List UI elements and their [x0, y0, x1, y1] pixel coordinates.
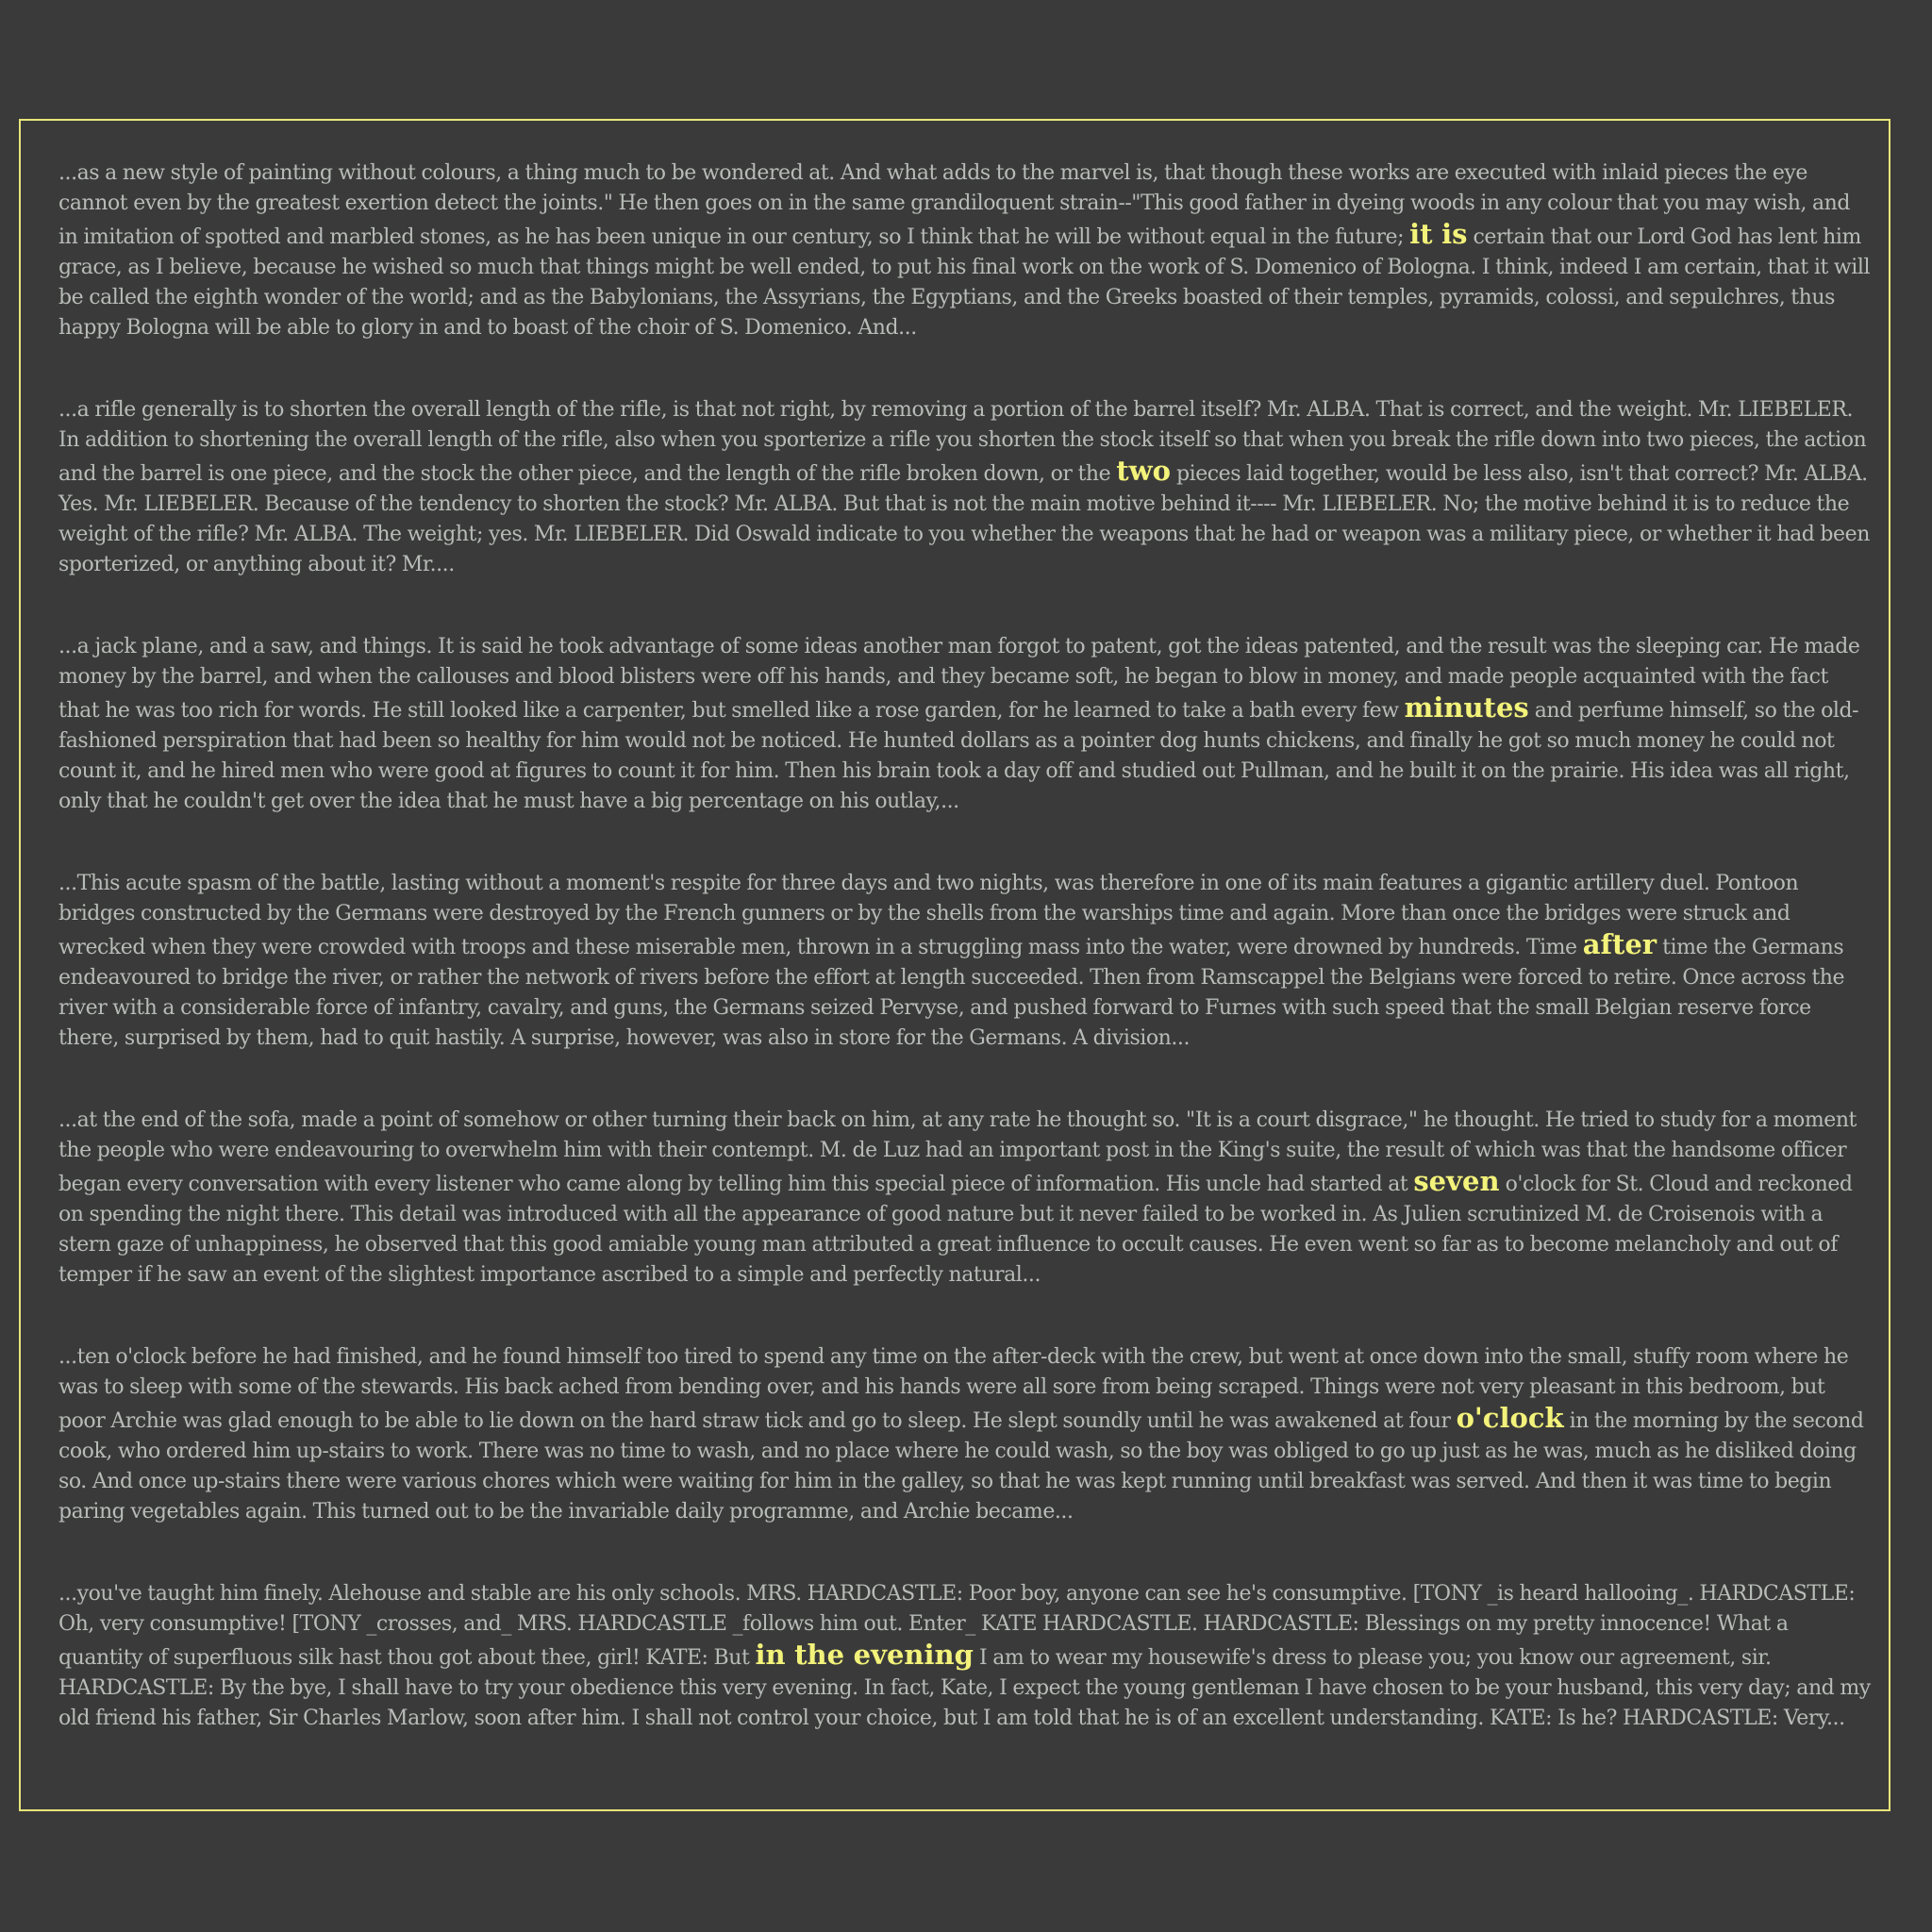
passage	[58, 395, 1874, 580]
passage-text-after: time the Germans endeavoured to bridge the river, or rather the network of rivers before the effort at length succeeded. Then from Ramscappel the Belgians were forced to retire. Once across the river with a considerable force of infantry, cavalry, and guns, the Germans seized Pervyse, and pushed forward to Furnes with such speed that the small Belgian reserve force there, surprised by them, had to quit hastily. A surprise, however, was also in store for the Germans. A division...	[58, 936, 1845, 1050]
passage-text-after: certain that our Lord God has lent him grace, as I believe, because he wished so much that things might be well ended, to put his final work on the work of S. Domenico of Bologna. I think, indeed I am certain, that it will be called the eighth wonder of the world; and as the Babylonians, the Assyrians, the Egyptians, and the Greeks boasted of their temples, pyramids, colossi, and sepulchres, thus happy Bologna will be able to glory in and to boast of the choir of S. Domenico. And...	[58, 225, 1871, 340]
passage-text-after: and perfume himself, so the old-fashioned perspiration that had been so healthy for him would not be noticed. He hunted dollars as a pointer dog hunts chickens, and finally he got so much money he could not count it, and he hired men who were good at figures to count it for him. Then his brain took a day off and studied out Pullman, and he built it on the prairie. His idea was all right, only that he couldn't get over the idea that he must have a big percentage on his outlay,...	[58, 699, 1859, 813]
highlighted-phrase: in the evening	[755, 1639, 974, 1671]
passage-text-before: ...a rifle generally is to shorten the overall length of the rifle, is that not right, by removing a portion of the barrel itself? Mr. ALBA. That is correct, and the weight. Mr. LIEBELER. In addition to shortening the overall length of the rifle, also when you sporterize a rifle you shorten the stock itself so that when you break the rifle down into two pieces, the action and the barrel is one piece, and the stock the other piece, and the length of the rifle broken down, or the	[58, 398, 1867, 486]
passage-list	[58, 158, 1874, 1786]
passage-text-after: pieces laid together, would be less also, isn't that correct? Mr. ALBA. Yes. Mr. LIEBELER. Because of the tendency to shorten the stock? Mr. ALBA. But that is not the main motive behind it---- Mr. LIEBELER. No; the motive behind it is to reduce the weight of the rifle? Mr. ALBA. The weight; yes. Mr. LIEBELER. Did Oswald indicate to you whether the weapons that he had or weapon was a military piece, or whether it had been sporterized, or anything about it? Mr....	[58, 462, 1870, 576]
passage-text-before: ...as a new style of painting without colours, a thing much to be wondered at. And what adds to the marvel is, that though these works are executed with inlaid pieces the eye cannot even by the greatest exertion detect the joints." He then goes on in the same grandiloquent strain--"This good father in dyeing woods in any colour that you may wish, and in imitation of spotted and marbled stones, as he has been unique in our century, so I think that he will be without equal in the future;	[58, 161, 1851, 249]
passage-text-before: ...ten o'clock before he had finished, and he found himself too tired to spend any time on the after-deck with the crew, but went at once down into the small, stuffy room where he was to sleep with some of the stewards. His back ached from bending over, and his hands were all sore from being scraped. Things were not very pleasant in this bedroom, but poor Archie was glad enough to be able to lie down on the hard straw tick and go to sleep. He slept soundly until he was awakened at four	[58, 1345, 1849, 1433]
passage	[58, 1342, 1874, 1527]
highlighted-phrase: minutes	[1404, 691, 1529, 724]
passage-text-before: ...a jack plane, and a saw, and things. It is said he took advantage of some ideas another man forgot to patent, got the ideas patented, and the result was the sleeping car. He made money by the barrel, and when the callouses and blood blisters were off his hands, and they became soft, he began to blow in money, and made people acquainted with the fact that he was too rich for words. He still looked like a carpenter, but smelled like a rose garden, for he learned to take a bath every few	[58, 635, 1860, 723]
passage	[58, 1579, 1874, 1734]
passage	[58, 869, 1874, 1054]
highlighted-phrase: seven	[1413, 1165, 1500, 1197]
passage-text-before: ...at the end of the sofa, made a point of somehow or other turning their back on him, at any rate he thought so. "It is a court disgrace," he thought. He tried to study for a moment the people who were endeavouring to overwhelm him with their contempt. M. de Luz had an important post in the King's suite, the result of which was that the handsome officer began every conversation with every listener who came along by telling him this special piece of information. His uncle had started at	[58, 1108, 1857, 1196]
passage-text-before: ...This acute spasm of the battle, lasting without a moment's respite for three days and two nights, was therefore in one of its main features a gigantic artillery duel. Pontoon bridges constructed by the Germans were destroyed by the French gunners or by the shells from the warships time and again. More than once the bridges were struck and wrecked when they were crowded with troops and these miserable men, thrown in a struggling mass into the water, were drowned by hundreds. Time	[58, 872, 1799, 959]
highlighted-phrase: o'clock	[1456, 1402, 1564, 1434]
passage	[58, 1106, 1874, 1291]
highlighted-phrase: after	[1582, 928, 1657, 960]
passage-text-after: in the morning by the second cook, who ordered him up-stairs to work. There was no time to wash, and no place where he could wash, so the boy was obliged to go up just as he was, much as he disliked doing so. And once up-stairs there were various chores which were waiting for him in the galley, so that he was kept running until breakfast was served. And then it was time to begin paring vegetables again. This turned out to be the invariable daily programme, and Archie became...	[58, 1409, 1864, 1524]
passage-text-after: o'clock for St. Cloud and reckoned on spending the night there. This detail was introduced with all the appearance of good nature but it never failed to be worked in. As Julien scrutinized M. de Croisenois with a stern gaze of unhappiness, he observed that this good amiable young man attributed a great influence to occult causes. He even went so far as to become melancholy and out of temper if he saw an event of the slightest importance ascribed to a simple and perfectly natural...	[58, 1173, 1853, 1287]
passage-text-before: ...you've taught him finely. Alehouse and stable are his only schools. MRS. HARDCASTLE: Poor boy, anyone can see he's consumptive. [TONY _is heard hallooing_. HARDCASTLE: Oh, very consumptive! [TONY _crosses, and_ MRS. HARDCASTLE _follows him out. Enter_ KATE HARDCASTLE. HARDCASTLE: Blessings on my pretty innocence! What a quantity of superfluous silk hast thou got about thee, girl! KATE: But	[58, 1582, 1856, 1670]
highlighted-phrase: it is	[1409, 218, 1468, 250]
passage	[58, 632, 1874, 817]
highlighted-phrase: two	[1116, 455, 1171, 487]
passage-text-after: I am to wear my housewife's dress to please you; you know our agreement, sir. HARDCASTLE: By the bye, I shall have to try your obedience this very evening. In fact, Kate, I expect the young gentleman I have chosen to be your husband, this very day; and my old friend his father, Sir Charles Marlow, soon after him. I shall not control your choice, but I am told that he is of an excellent understanding. KATE: Is he? HARDCASTLE: Very...	[58, 1646, 1871, 1730]
passage	[58, 158, 1874, 343]
